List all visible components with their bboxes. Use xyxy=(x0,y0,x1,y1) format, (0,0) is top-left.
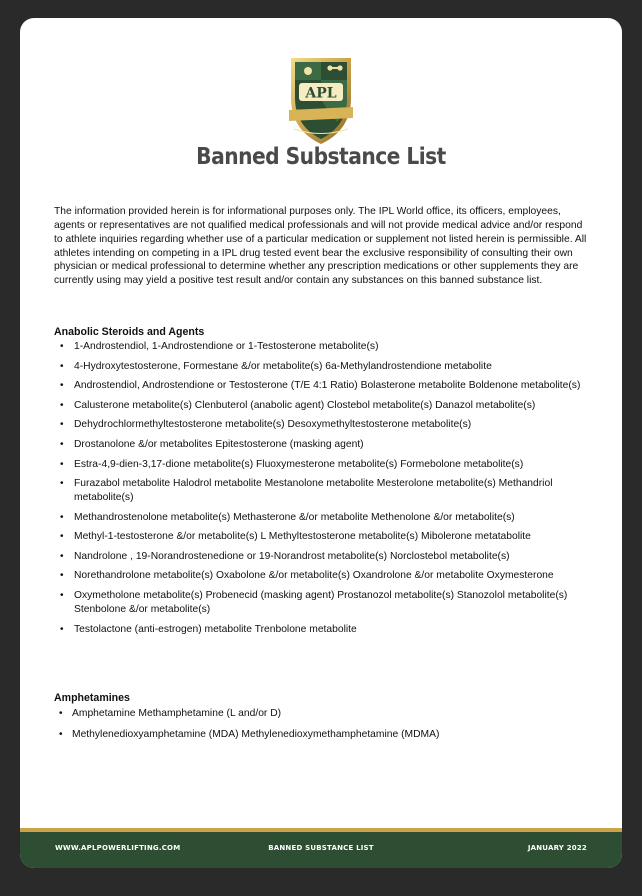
list-item: • Testolactone (anti-estrogen) metabolite Trenbolone metabolite xyxy=(54,623,584,637)
list-item: • Methylenedioxyamphetamine (MDA) Methylenedioxymethamphetamine (MDMA) xyxy=(54,728,584,742)
anabolic-substance-list xyxy=(54,340,584,642)
list-item: • Amphetamine Methamphetamine (L and/or D) xyxy=(54,707,584,721)
section-heading-amphetamines: Amphetamines xyxy=(54,692,130,704)
list-item: • Drostanolone &/or metabolites Epitestosterone (masking agent) xyxy=(54,438,584,452)
list-item: • Nandrolone , 19-Norandrostenedione or 19-Norandrost metabolite(s) Norclostebol metabolite(s) xyxy=(54,550,584,564)
list-item: • Calusterone metabolite(s) Clenbuterol (anabolic agent) Clostebol metabolite(s) Danazol metabolite(s) xyxy=(54,399,584,413)
amphetamine-substance-list xyxy=(54,707,584,750)
page-title: Banned Substance List xyxy=(196,144,446,170)
list-item: • Methandrostenolone metabolite(s) Methasterone &/or metabolite Methenolone &/or metabolite(s) xyxy=(54,511,584,525)
apl-logo xyxy=(289,52,353,150)
disclaimer-paragraph: The information provided herein is for informational purposes only. The IPL World office, its officers, employees, agents or representatives are not qualified medical professionals and will not provide medical advice and/or respond to athlete inquiries regarding whether use of a particular medication or supplement not listed herein is permissible. All athletes intending on competing in a IPL drug tested event bear the exclusive responsibility of consulting their own physician or medical professional to determine whether any prescription medications or other supplements they are currently using may yield a positive test result and/or contain any substances on this banned substance list. xyxy=(54,206,587,287)
footer-date: JANUARY 2022 xyxy=(527,844,587,852)
section-heading-anabolic: Anabolic Steroids and Agents xyxy=(54,326,205,338)
list-item: • Furazabol metabolite Halodrol metabolite Mestanolone metabolite Mesterolone metabolite(s) Methandriol metabolite(s) xyxy=(54,477,584,505)
list-item: • Oxymetholone metabolite(s) Probenecid (masking agent) Prostanozol metabolite(s) Stanozolol metabolite(s) Stenbolone &/or metabolite(s) xyxy=(54,589,584,617)
list-item: • Methyl-1-testosterone &/or metabolite(s) L Methyltestosterone metabolite(s) Mibolerone metatabolite xyxy=(54,530,584,544)
footer-bar xyxy=(20,832,622,868)
list-item: • Estra-4,9-dien-3,17-dione metabolite(s) Fluoxymesterone metabolite(s) Formebolone metabolite(s) xyxy=(54,458,584,472)
list-item: • Dehydrochlormethyltestosterone metabolite(s) Desoxymethyltestosterone metabolite(s) xyxy=(54,418,584,432)
list-item: • 1-Androstendiol, 1-Androstendione or 1-Testosterone metabolite(s) xyxy=(54,340,584,354)
footer-document-title: BANNED SUBSTANCE LIST xyxy=(268,844,374,852)
svg-text:APL: APL xyxy=(305,85,337,102)
footer-website-link[interactable]: WWW.APLPOWERLIFTING.COM xyxy=(55,844,181,852)
document-page xyxy=(20,18,622,868)
list-item: • Androstendiol, Androstendione or Testosterone (T/E 4:1 Ratio) Bolasterone metabolite Boldenone metabolite(s) xyxy=(54,379,584,393)
list-item: • 4-Hydroxytestosterone, Formestane &/or metabolite(s) 6a-Methylandrostendione metabolite xyxy=(54,360,584,374)
list-item: • Norethandrolone metabolite(s) Oxabolone &/or metabolite(s) Oxandrolone &/or metabolite Oxymesterone xyxy=(54,569,584,583)
